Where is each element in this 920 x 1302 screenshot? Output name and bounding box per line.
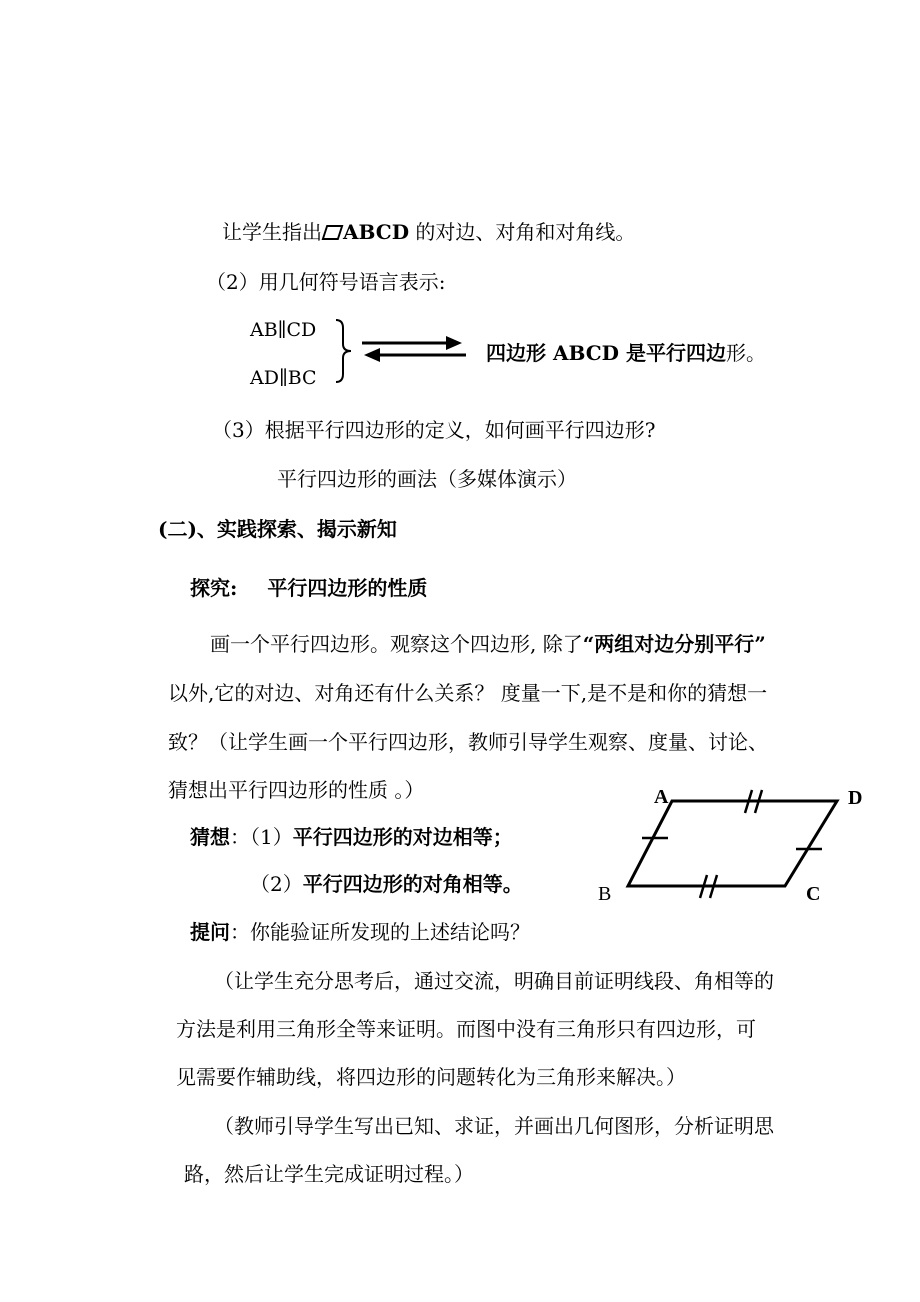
guess-line1 (190, 823, 513, 851)
para2-line2: 方法是利用三角形全等来证明。而图中没有三角形只有四边形，可 (176, 1017, 756, 1041)
parallelogram-icon (322, 225, 344, 240)
para1-quote: “两组对边分别平行” (582, 632, 766, 656)
line-symbolic: （2）用几何符号语言表示: (206, 270, 446, 294)
conclusion-rest: 形。 (725, 341, 766, 365)
parallelogram-shape (628, 801, 837, 886)
vertex-b-label: B (598, 883, 612, 905)
guess-label: 猜想 (190, 825, 230, 849)
guess-number-2: （2） (250, 872, 303, 896)
guess-end-1: ； (492, 825, 513, 849)
section-title: (二)、实践探索、揭示新知 (158, 517, 397, 541)
para2-line1: （让学生充分思考后，通过交流，明确目前证明线段、角相等的 (214, 969, 774, 993)
line-drawing-demo: 平行四边形的画法（多媒体演示） (277, 467, 577, 491)
condition-ab-cd: AB∥CD (250, 319, 317, 341)
guess-colon: ： (230, 825, 250, 849)
parallelogram-figure (592, 782, 870, 906)
para1-line1-text: 画一个平行四边形。观察这个四边形, 除了 (210, 632, 583, 656)
conclusion (486, 339, 766, 367)
guess-end-2: 。 (502, 872, 523, 896)
para1-line3: 致？（让学生画一个平行四边形，教师引导学生观察、度量、讨论、 (168, 730, 768, 754)
guess-number-1: （1） (250, 825, 293, 849)
condition-ad-bc: AD∥BC (250, 367, 317, 389)
para3-line1: （教师引导学生写出已知、求证，并画出几何图形，分析证明思 (214, 1114, 774, 1138)
explore-line (190, 574, 427, 602)
vertex-d-label: D (848, 787, 863, 809)
question-text: ：你能验证所发现的上述结论吗？ (230, 920, 530, 944)
guess-line2 (250, 870, 523, 898)
para1-line4: 猜想出平行四边形的性质 。） (168, 778, 425, 802)
para1-line1 (210, 630, 766, 658)
identify-suffix: 的对边、对角和对角线。 (409, 220, 636, 244)
question-line (190, 918, 530, 946)
explore-label: 探究: (190, 576, 238, 600)
vertex-a-label: A (654, 786, 669, 808)
line-identify (222, 218, 635, 246)
line-how-to-draw: （3）根据平行四边形的定义，如何画平行四边形? (212, 418, 656, 442)
para1-line2: 以外,它的对边、对角还有什么关系？ 度量一下,是不是和你的猜想一 (168, 681, 768, 705)
double-arrow-icon (362, 335, 466, 363)
identify-prefix: 让学生指出 (222, 220, 322, 244)
guess-claim-1: 平行四边形的对边相等 (292, 825, 493, 849)
question-label: 提问 (190, 920, 230, 944)
parallelogram-name: ABCD (343, 220, 410, 244)
vertex-c-label: C (806, 883, 821, 905)
para2-line3: 见需要作辅助线，将四边形的问题转化为三角形来解决。） (176, 1065, 686, 1089)
para3-line2: 路，然后让学生完成证明过程。） (184, 1162, 474, 1186)
brace-icon (333, 318, 355, 384)
explore-topic: 平行四边形的性质 (267, 576, 428, 600)
conclusion-bold: 四边形 ABCD 是平行四边 (486, 341, 726, 365)
guess-claim-2: 平行四边形的对角相等 (302, 872, 503, 896)
